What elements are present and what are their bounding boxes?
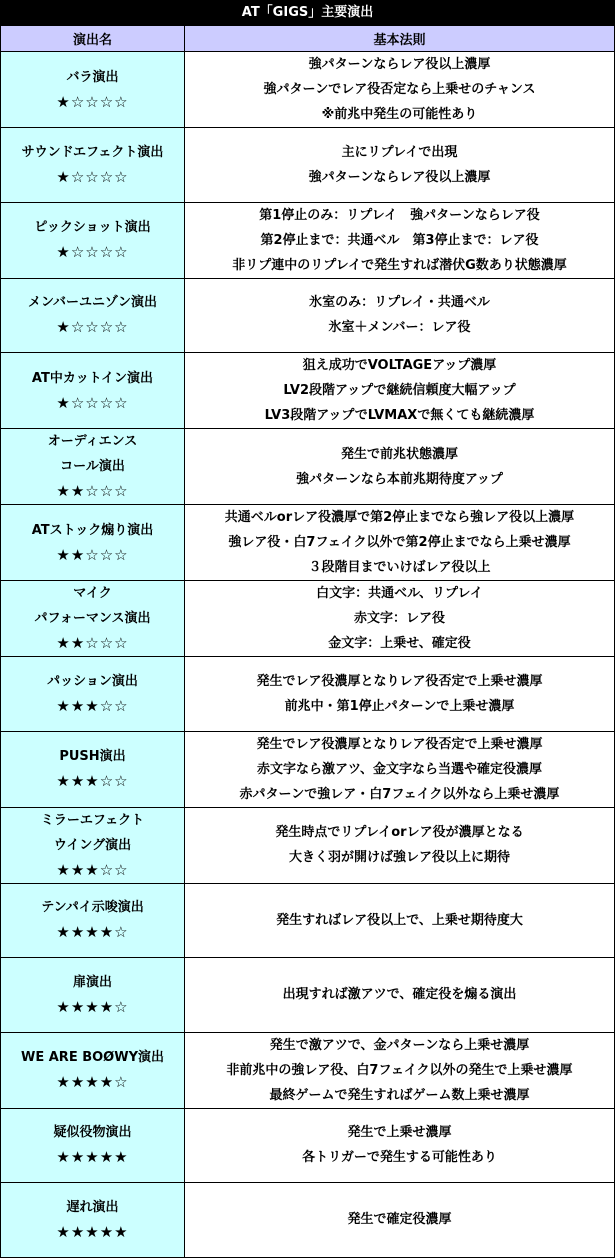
rule-line: 赤文字：レア役 — [353, 611, 445, 626]
effect-name-cell — [1, 807, 185, 883]
effect-name: ATストック煽り演出 — [31, 522, 154, 538]
rule-line: 発生で確定役濃厚 — [347, 1212, 452, 1228]
table-row — [1, 429, 615, 505]
rule-cell — [185, 657, 615, 732]
rating-stars: ★☆☆☆☆ — [56, 92, 129, 111]
table-row — [1, 958, 615, 1033]
effect-name: パッション演出 — [47, 673, 138, 689]
rating-stars: ★☆☆☆☆ — [56, 393, 129, 412]
rule-line: 主にリプレイで出現 — [341, 144, 458, 160]
rule-line: 強パターンならレア役以上濃厚 — [308, 57, 491, 72]
rating-stars: ★★★☆☆ — [56, 772, 129, 790]
effect-name-cell — [1, 1108, 185, 1183]
rule-line: 氷室のみ：リプレイ・共通ベル — [309, 295, 490, 311]
effect-name: PUSH演出 — [59, 749, 126, 764]
rating-stars: ★☆☆☆☆ — [56, 243, 129, 261]
effect-name-cell — [1, 581, 185, 657]
table-row — [1, 52, 615, 128]
effect-name: 扉演出 — [72, 974, 112, 990]
effect-name: サウンドエフェクト演出 — [21, 144, 164, 160]
rating-stars: ★★☆☆☆ — [56, 545, 129, 564]
effect-name: ミラーエフェクト — [40, 812, 145, 828]
rating-stars: ★★★★☆ — [56, 923, 129, 942]
effect-name: 疑似役物演出 — [53, 1125, 132, 1141]
effect-name: 遅れ演出 — [66, 1199, 119, 1215]
rule-cell — [185, 429, 615, 505]
rule-line: ※前兆中発生の可能性あり — [321, 107, 478, 122]
rule-line: LV2段階アップで継続信頼度大幅アップ — [283, 383, 516, 398]
header-rule: 基本法則 — [185, 26, 615, 52]
rule-line: 強パターンでレア役否定なら上乗せのチャンス — [263, 82, 536, 97]
rule-cell — [185, 505, 615, 581]
rule-line: 強レア役・白7フェイク以外で第2停止までなら上乗せ濃厚 — [228, 535, 571, 550]
rule-line: 狙え成功でVOLTAGEアップ濃厚 — [302, 358, 497, 373]
rule-line: 金文字：上乗せ、確定役 — [328, 636, 471, 651]
rule-line: 発生で上乗せ濃厚 — [347, 1125, 452, 1141]
table-row — [1, 657, 615, 732]
effect-name: オーディエンス — [47, 434, 138, 449]
rule-line: LV3段階アップでLVMAXで無くても継続濃厚 — [264, 408, 535, 423]
rating-stars: ★★★★☆ — [56, 997, 129, 1016]
rule-cell — [185, 1032, 615, 1108]
table-row — [1, 1108, 615, 1183]
table-row — [1, 581, 615, 657]
effects-table — [0, 25, 615, 1258]
rule-line: 第2停止まで：共通ベル 第3停止まで：レア役 — [260, 232, 539, 248]
table-row — [1, 883, 615, 958]
rule-cell — [185, 1108, 615, 1183]
effect-name: ピックショット演出 — [34, 220, 151, 235]
rule-line: 赤文字なら激アツ、金文字なら当選や確定役濃厚 — [256, 761, 543, 777]
rule-line: 発生時点でリプレイorレア役が濃厚となる — [275, 825, 524, 840]
rule-cell — [185, 202, 615, 278]
rule-line: ３段階目までいけばレア役以上 — [308, 560, 491, 575]
table-row — [1, 505, 615, 581]
rule-line: 氷室＋メンバー：レア役 — [328, 320, 471, 336]
rule-cell — [185, 807, 615, 883]
rule-cell — [185, 128, 615, 203]
rule-cell — [185, 278, 615, 353]
effect-name: WE ARE BOØWY演出 — [21, 1050, 164, 1065]
rule-line: 非リプ連中のリプレイで発生すれば潜伏G数あり状態濃厚 — [232, 257, 567, 273]
rating-stars: ★★★☆☆ — [56, 860, 129, 879]
table-row — [1, 731, 615, 807]
effect-name-cell — [1, 1183, 185, 1258]
rule-line: 共通ベルorレア役濃厚で第2停止までなら強レア役以上濃厚 — [224, 510, 575, 525]
header-row — [1, 26, 615, 52]
header-name: 演出名 — [1, 26, 185, 52]
effect-name-cell — [1, 429, 185, 505]
effect-name-cell — [1, 1032, 185, 1108]
rule-cell — [185, 958, 615, 1033]
rule-cell — [185, 883, 615, 958]
effect-name: マイク — [73, 586, 112, 601]
rule-cell — [185, 52, 615, 128]
table-row — [1, 807, 615, 883]
rule-line: 前兆中・第1停止パターンで上乗せ濃厚 — [284, 698, 515, 714]
rating-stars: ★★★★★ — [56, 1148, 129, 1167]
rule-line: 非前兆中の強レア役、白7フェイク以外の発生で上乗せ濃厚 — [226, 1062, 573, 1078]
table-title: AT「GIGS」主要演出 — [0, 0, 615, 25]
table-row — [1, 353, 615, 429]
effect-name: AT中カットイン演出 — [31, 370, 154, 386]
rule-line: 出現すれば激アツで、確定役を煽る演出 — [282, 987, 517, 1003]
effect-name-cell — [1, 657, 185, 732]
rating-stars: ★★★☆☆ — [56, 696, 129, 715]
rating-stars: ★★☆☆☆ — [56, 634, 129, 652]
rule-line: 最終ゲームで発生すればゲーム数上乗せ濃厚 — [269, 1087, 530, 1103]
rule-line: 赤パターンで強レア・白7フェイク以外なら上乗せ濃厚 — [239, 786, 560, 802]
table-body — [1, 52, 615, 1258]
effect-name-cell — [1, 278, 185, 353]
table-row — [1, 202, 615, 278]
rating-stars: ★★☆☆☆ — [56, 482, 129, 500]
rule-line: 発生で激アツで、金パターンなら上乗せ濃厚 — [269, 1037, 530, 1053]
table-row — [1, 128, 615, 203]
effect-name: テンパイ示唆演出 — [41, 900, 144, 916]
rule-line: 発生すればレア役以上で、上乗せ期待度大 — [276, 912, 523, 928]
rule-cell — [185, 353, 615, 429]
effect-name: バラ演出 — [66, 69, 119, 85]
rule-line: 大きく羽が開けば強レア役以上に期待 — [288, 850, 510, 865]
effect-name-cell — [1, 505, 185, 581]
effect-name: コール演出 — [60, 459, 125, 474]
rule-line: 各トリガーで発生する可能性あり — [302, 1150, 497, 1166]
table-row — [1, 1183, 615, 1258]
rating-stars: ★★★★☆ — [56, 1073, 129, 1091]
effect-name: メンバーユニゾン演出 — [27, 295, 158, 311]
effect-name: ウイング演出 — [53, 837, 132, 853]
rule-line: 白文字：共通ベル、リプレイ — [316, 586, 483, 601]
rule-line: 発生で前兆状態濃厚 — [340, 446, 458, 462]
effect-name-cell — [1, 52, 185, 128]
effect-name: パフォーマンス演出 — [34, 611, 151, 626]
rule-cell — [185, 581, 615, 657]
rule-line: 発生でレア役濃厚となりレア役否定で上乗せ濃厚 — [256, 736, 543, 752]
rating-stars: ★★★★★ — [56, 1222, 129, 1241]
effect-name-cell — [1, 958, 185, 1033]
rule-line: 第1停止のみ：リプレイ 強パターンならレア役 — [259, 207, 540, 223]
effect-name-cell — [1, 883, 185, 958]
effect-name-cell — [1, 202, 185, 278]
rating-stars: ★☆☆☆☆ — [56, 318, 129, 337]
effect-name-cell — [1, 128, 185, 203]
rule-cell — [185, 731, 615, 807]
effect-name-cell — [1, 353, 185, 429]
effect-name-cell — [1, 731, 185, 807]
rating-stars: ★☆☆☆☆ — [56, 167, 129, 186]
rule-line: 強パターンならレア役以上濃厚 — [308, 169, 491, 185]
rule-line: 発生でレア役濃厚となりレア役否定で上乗せ濃厚 — [256, 673, 543, 689]
table-row — [1, 278, 615, 353]
rule-line: 強パターンなら本前兆期待度アップ — [296, 471, 503, 487]
rule-cell — [185, 1183, 615, 1258]
table-row — [1, 1032, 615, 1108]
